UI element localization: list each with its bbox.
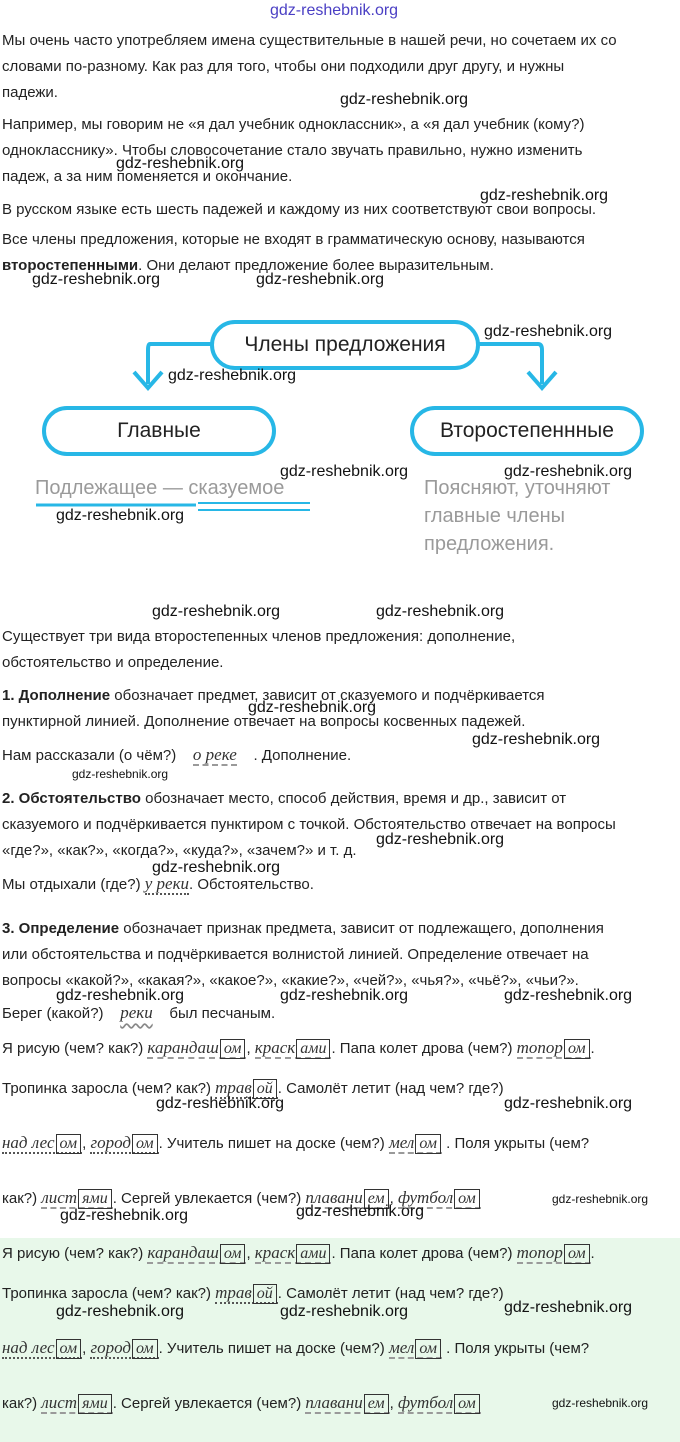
exercise-text: . Самолёт летит (над чем? где?) xyxy=(277,1080,504,1097)
watermark: gdz-reshebnik.org xyxy=(32,271,161,288)
word-ending: ой xyxy=(253,1284,277,1304)
exercise-row: как?) лист ями . Сергей увлекается (чем?) плавани ем , футбол ом xyxy=(2,1185,552,1212)
word-ending: ами xyxy=(296,1039,330,1059)
word-stem: трав xyxy=(215,1078,252,1097)
watermark: gdz-reshebnik.org xyxy=(72,767,169,781)
exercise-word xyxy=(215,1283,278,1304)
exercise-text: . Папа колет дрова (чем?) xyxy=(331,1040,513,1057)
word-ending: ом xyxy=(132,1134,158,1154)
watermark: gdz-reshebnik.org xyxy=(168,367,297,384)
exercise-word xyxy=(90,1338,158,1359)
exercise-word xyxy=(147,1243,246,1264)
obst-text: обозначает место, способ действия, время и др., зависит от xyxy=(140,790,567,807)
intro-line: В русском языке есть шесть падежей и каждому из них соответствуют свои вопросы. xyxy=(2,201,597,218)
term-bold: второстепенными xyxy=(2,257,139,274)
word-ending: ем xyxy=(364,1394,389,1414)
watermark: gdz-reshebnik.org xyxy=(472,731,601,748)
word-stem: карандаш xyxy=(147,1243,219,1262)
exercise-text: . Поля укрыты (чем? xyxy=(446,1340,590,1357)
watermark: gdz-reshebnik.org xyxy=(56,507,185,524)
diagram-secondary-text: Поясняют, уточняют xyxy=(424,477,611,499)
exercise-text: . Учитель пишет на доске (чем?) xyxy=(158,1135,385,1152)
word-stem: над лес xyxy=(2,1133,55,1152)
watermark: gdz-reshebnik.org xyxy=(504,1095,633,1112)
exercise-text: как?) xyxy=(2,1395,38,1412)
exercise-word xyxy=(147,1038,246,1059)
intro-line: однокласснику». Чтобы словосочетание стало звучать правильно, нужно изменить xyxy=(2,142,583,159)
exercise-text: Тропинка заросла (чем? как?) xyxy=(2,1285,211,1302)
exercise-text: Я рисую (чем? как?) xyxy=(2,1040,144,1057)
watermark: gdz-reshebnik.org xyxy=(60,1207,189,1224)
word-stem: город xyxy=(90,1133,131,1152)
diagram-secondary-text: главные члены xyxy=(424,505,566,527)
obst-example-text: . Обстоятельство. xyxy=(189,876,314,893)
watermark: gdz-reshebnik.org xyxy=(376,831,505,848)
exercise-word xyxy=(90,1133,158,1154)
obst-example-text: Мы отдыхали (где?) xyxy=(2,876,141,893)
diagram-secondary-text: предложения. xyxy=(424,533,555,555)
exercise-word xyxy=(255,1038,332,1059)
exercise-word xyxy=(41,1393,112,1414)
watermark: gdz-reshebnik.org xyxy=(280,463,409,480)
intro-line: падежи. xyxy=(2,84,58,101)
watermark: gdz-reshebnik.org xyxy=(156,1095,285,1112)
obst-line: «где?», «как?», «когда?», «куда?», «зачем?» и т. д. xyxy=(2,842,357,859)
word-stem: краск xyxy=(254,1243,296,1262)
watermark: gdz-reshebnik.org xyxy=(376,603,505,620)
word-stem: футбол xyxy=(397,1188,454,1207)
exercise-word xyxy=(41,1188,112,1209)
watermark: gdz-reshebnik.org xyxy=(504,987,633,1004)
intro-line: словами по-разному. Как раз для того, чтобы они подходили друг другу, и нужны xyxy=(2,58,565,75)
exercise-word xyxy=(305,1393,389,1414)
watermark: gdz-reshebnik.org xyxy=(56,1303,185,1320)
word-ending: ом xyxy=(56,1339,82,1359)
word-stem: трав xyxy=(215,1283,252,1302)
obst-line xyxy=(2,786,678,812)
watermark: gdz-reshebnik.org xyxy=(340,91,469,108)
intro-line: падеж, а за ним поменяется и окончание. xyxy=(2,168,293,185)
exercise-text: Я рисую (чем? как?) xyxy=(2,1245,144,1262)
exercise-row: над лес ом , город ом . Учитель пишет на доске (чем?) мел ом . Поля укрыты (чем? xyxy=(2,1133,590,1152)
word-stem: топор xyxy=(516,1243,563,1262)
word-stem: плавани xyxy=(305,1188,363,1207)
watermark: gdz-reshebnik.org xyxy=(270,2,399,19)
diagram-root-node: Члены предложения xyxy=(210,320,480,370)
exercise-word xyxy=(255,1243,332,1264)
word-ending: ом xyxy=(132,1339,158,1359)
intro-line: Например, мы говорим не «я дал учебник одноклассник», а «я дал учебник (кому?) xyxy=(2,116,585,133)
watermark: gdz-reshebnik.org xyxy=(480,187,609,204)
word-stem: карандаш xyxy=(147,1038,219,1057)
exercise-row: Я рисую (чем? как?) карандаш ом , краск ами . Папа колет дрова (чем?) топор ом . xyxy=(2,1243,595,1262)
exercise-text: Тропинка заросла (чем? как?) xyxy=(2,1080,211,1097)
dop-heading: 1. Дополнение xyxy=(2,687,111,704)
watermark: gdz-reshebnik.org xyxy=(56,987,185,1004)
watermark: gdz-reshebnik.org xyxy=(280,1303,409,1320)
watermark: gdz-reshebnik.org xyxy=(504,463,633,480)
exercise-text: как?) xyxy=(2,1190,38,1207)
dop-example-text: Нам рассказали (о чём?) xyxy=(2,747,177,764)
word-ending: ями xyxy=(78,1189,112,1209)
word-ending: ем xyxy=(364,1189,389,1209)
opr-line xyxy=(2,916,678,942)
word-stem: город xyxy=(90,1338,131,1357)
diagram-secondary-node: Второстепеннные xyxy=(410,406,644,456)
intro-line: Мы очень часто употребляем имена существительные в нашей речи, но сочетаем их со xyxy=(2,32,617,49)
word-stem: топор xyxy=(516,1038,563,1057)
dop-example-text: . Дополнение. xyxy=(253,747,352,764)
exercise-text: . Поля укрыты (чем? xyxy=(446,1135,590,1152)
word-ending: ом xyxy=(454,1394,480,1414)
opr-line: или обстоятельства и подчёркивается волнистой линией. Определение отвечает на xyxy=(2,946,589,963)
exercise-row: как?) лист ями . Сергей увлекается (чем?) плавани ем , футбол ом xyxy=(2,1390,552,1417)
dop-example-word: о реке xyxy=(192,745,237,764)
intro-text: . Они делают предложение более выразительным. xyxy=(138,257,494,274)
obst-heading: 2. Обстоятельство xyxy=(2,790,141,807)
opr-example-text: Берег (какой?) xyxy=(2,1005,104,1022)
watermark: gdz-reshebnik.org xyxy=(152,603,281,620)
diagram-main-text: Подлежащее — сказуемое xyxy=(35,477,285,499)
exercise-text: . Папа колет дрова (чем?) xyxy=(331,1245,513,1262)
word-ending: ом xyxy=(415,1339,441,1359)
word-stem: мел xyxy=(388,1133,415,1152)
watermark: gdz-reshebnik.org xyxy=(256,271,385,288)
word-ending: ом xyxy=(56,1134,82,1154)
exercise-word xyxy=(2,1133,82,1154)
exercise-word xyxy=(389,1338,442,1359)
watermark: gdz-reshebnik.org xyxy=(504,1299,633,1316)
opr-heading: 3. Определение xyxy=(2,920,120,937)
word-stem: лист xyxy=(41,1188,78,1207)
exercise-text: . Сергей увлекается (чем?) xyxy=(112,1395,302,1412)
types-line: обстоятельство и определение. xyxy=(2,654,224,671)
types-line: Существует три вида второстепенных членов предложения: дополнение, xyxy=(2,628,516,645)
word-stem: мел xyxy=(388,1338,415,1357)
word-ending: ами xyxy=(296,1244,330,1264)
dop-line: пунктирной линией. Дополнение отвечает на вопросы косвенных падежей. xyxy=(2,713,526,730)
exercise-text: . Учитель пишет на доске (чем?) xyxy=(158,1340,385,1357)
opr-example-text: был песчаным. xyxy=(169,1005,276,1022)
diagram-main-node: Главные xyxy=(42,406,276,456)
opr-line: вопросы «какой?», «какая?», «какое?», «какие?», «чей?», «чья?», «чьё?», «чьи?». xyxy=(2,972,579,989)
watermark: gdz-reshebnik.org xyxy=(248,699,377,716)
word-ending: ом xyxy=(220,1244,246,1264)
intro-line: Все члены предложения, которые не входят в грамматическую основу, называются xyxy=(2,231,585,248)
word-ending: ом xyxy=(220,1039,246,1059)
exercise-text: . Сергей увлекается (чем?) xyxy=(112,1190,302,1207)
opr-text: обозначает признак предмета, зависит от подлежащего, дополнения xyxy=(119,920,604,937)
word-stem: футбол xyxy=(397,1393,454,1412)
word-ending: ой xyxy=(253,1079,277,1099)
watermark: gdz-reshebnik.org xyxy=(280,987,409,1004)
exercise-word xyxy=(389,1133,442,1154)
word-stem: лист xyxy=(41,1393,78,1412)
watermark: gdz-reshebnik.org xyxy=(552,1192,649,1206)
exercise-word xyxy=(517,1243,591,1264)
word-stem: плавани xyxy=(305,1393,363,1412)
watermark: gdz-reshebnik.org xyxy=(116,155,245,172)
dop-text: обозначает предмет, зависит от сказуемого и подчёркивается xyxy=(110,687,545,704)
watermark: gdz-reshebnik.org xyxy=(296,1203,425,1220)
exercise-word xyxy=(2,1338,82,1359)
word-stem: краск xyxy=(254,1038,296,1057)
word-ending: ом xyxy=(564,1039,590,1059)
exercise-text: . Самолёт летит (над чем? где?) xyxy=(277,1285,504,1302)
exercise-word xyxy=(398,1393,481,1414)
word-ending: ом xyxy=(415,1134,441,1154)
obst-example-word: у реки xyxy=(144,874,190,893)
opr-example-word: реки xyxy=(120,1003,153,1022)
obst-line: сказуемого и подчёркивается пунктиром с точкой. Обстоятельство отвечает на вопросы xyxy=(2,816,616,833)
word-stem: над лес xyxy=(2,1338,55,1357)
word-ending: ями xyxy=(78,1394,112,1414)
exercise-word xyxy=(517,1038,591,1059)
exercise-row: над лес ом , город ом . Учитель пишет на доске (чем?) мел ом . Поля укрыты (чем? xyxy=(2,1338,590,1357)
watermark: gdz-reshebnik.org xyxy=(552,1396,649,1410)
obst-example xyxy=(2,871,678,898)
word-ending: ом xyxy=(454,1189,480,1209)
exercise-row: Я рисую (чем? как?) карандаш ом , краск ами . Папа колет дрова (чем?) топор ом . xyxy=(2,1038,595,1057)
watermark: gdz-reshebnik.org xyxy=(152,859,281,876)
word-ending: ом xyxy=(564,1244,590,1264)
watermark: gdz-reshebnik.org xyxy=(484,323,613,340)
